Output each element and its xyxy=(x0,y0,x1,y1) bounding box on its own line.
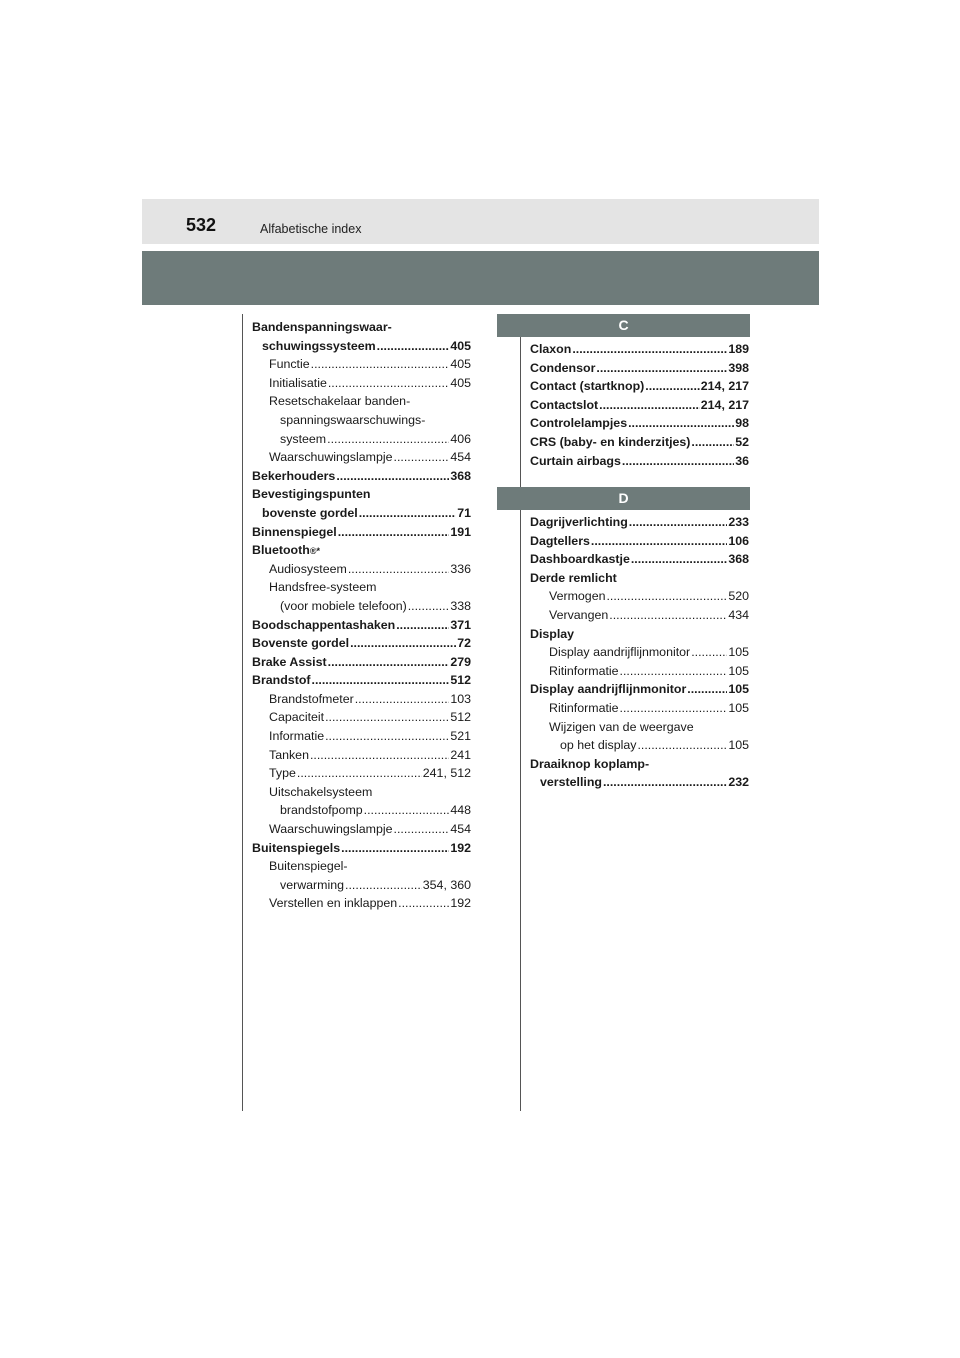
index-entry xyxy=(252,560,471,579)
index-entry xyxy=(530,699,749,718)
index-term: Audiosysteem xyxy=(269,561,347,576)
dot-leader xyxy=(341,839,449,858)
index-term: Claxon xyxy=(530,342,572,356)
page-reference: 98 xyxy=(735,416,749,431)
index-entry xyxy=(252,894,471,913)
index-entry xyxy=(530,736,749,755)
letter-header-d: D xyxy=(497,487,750,510)
index-term: Capaciteit xyxy=(269,710,325,725)
index-term: Controlelampjes xyxy=(530,416,628,431)
index-section-d xyxy=(530,513,749,792)
index-term: brandstofpomp xyxy=(280,803,363,818)
index-term: Waarschuwingslampje xyxy=(269,822,393,837)
index-entry xyxy=(252,485,471,504)
index-entry xyxy=(252,764,471,783)
header-band xyxy=(142,251,819,305)
dot-leader xyxy=(620,699,728,718)
page-reference: 368 xyxy=(450,468,471,483)
index-term: Tanken xyxy=(269,747,309,762)
page-reference: 103 xyxy=(450,691,471,706)
index-term: Bluetooth xyxy=(252,543,310,558)
index-term: Bevestigingspunten xyxy=(252,487,371,502)
index-entry xyxy=(530,643,749,662)
index-term: Ritinformatie xyxy=(549,700,619,715)
page-reference: 371 xyxy=(450,617,471,632)
dot-leader xyxy=(691,643,727,662)
index-entry xyxy=(252,504,471,523)
dot-leader xyxy=(359,504,457,523)
index-entry xyxy=(530,414,749,433)
page-reference: 189 xyxy=(728,342,749,356)
index-entry xyxy=(530,359,749,378)
letter-header-c: C xyxy=(497,314,750,337)
index-entry xyxy=(252,318,471,337)
index-entry xyxy=(252,671,471,690)
dot-leader xyxy=(327,430,449,449)
index-term: op het display xyxy=(560,738,637,753)
dot-leader xyxy=(345,876,422,895)
index-entry: Bluetooth ®* xyxy=(252,541,471,560)
dot-leader xyxy=(336,467,449,486)
index-term: Uitschakelsysteem xyxy=(269,784,373,799)
index-entry xyxy=(530,513,749,532)
index-entry xyxy=(530,625,749,644)
page-reference: 72 xyxy=(457,636,471,651)
dot-leader xyxy=(355,690,450,709)
page-reference: 454 xyxy=(450,450,471,465)
index-term: Binnenspiegel xyxy=(252,524,337,539)
page-number: 532 xyxy=(186,215,217,235)
index-term: Buitenspiegel- xyxy=(269,859,348,874)
index-term: Informatie xyxy=(269,729,325,744)
index-entry xyxy=(252,876,471,895)
index-entry xyxy=(530,662,749,681)
dot-leader xyxy=(394,448,450,467)
index-entry xyxy=(252,411,471,430)
page-reference: 232 xyxy=(728,775,749,790)
index-term: Display aandrijflijnmonitor xyxy=(530,682,687,697)
page-reference: 52 xyxy=(735,434,749,449)
index-term: Condensor xyxy=(530,360,596,375)
index-entry xyxy=(530,340,749,359)
dot-leader xyxy=(350,634,456,653)
dot-leader xyxy=(325,727,449,746)
index-entry xyxy=(252,337,471,356)
index-term: verwarming xyxy=(280,877,345,892)
index-term: Verstellen en inklappen xyxy=(269,896,398,911)
index-term: Functie xyxy=(269,357,310,372)
dot-leader xyxy=(398,894,449,913)
index-term: Ritinformatie xyxy=(549,663,619,678)
index-term: Contactslot xyxy=(530,397,599,412)
index-entry xyxy=(252,578,471,597)
page-reference: 214, 217 xyxy=(700,397,749,412)
index-entry xyxy=(252,392,471,411)
index-term: verstelling xyxy=(540,775,602,790)
index-term: Resetschakelaar banden- xyxy=(269,394,411,409)
dot-leader xyxy=(348,560,449,579)
index-entry xyxy=(252,801,471,820)
index-entry xyxy=(252,727,471,746)
dot-leader xyxy=(637,736,727,755)
dot-leader xyxy=(628,414,734,433)
index-term: Display xyxy=(530,626,575,641)
dot-leader xyxy=(394,820,450,839)
dot-leader xyxy=(328,653,450,672)
index-term: Bovenste gordel xyxy=(252,636,350,651)
dot-leader xyxy=(408,597,450,616)
page-reference: 336 xyxy=(450,561,471,576)
index-entry xyxy=(530,755,749,774)
page-reference: 521 xyxy=(450,729,471,744)
page-reference: 105 xyxy=(728,645,749,660)
index-term: schuwingssysteem xyxy=(262,338,376,353)
index-term: Buitenspiegels xyxy=(252,840,341,855)
dot-leader xyxy=(620,662,728,681)
index-term: (voor mobiele telefoon) xyxy=(280,598,407,613)
page-reference: 192 xyxy=(450,896,471,911)
index-entry xyxy=(530,433,749,452)
page-reference: 71 xyxy=(457,505,471,520)
index-entry xyxy=(530,587,749,606)
index-entry xyxy=(252,839,471,858)
index-entry xyxy=(530,680,749,699)
index-term: systeem xyxy=(280,431,327,446)
dot-leader xyxy=(311,355,450,374)
index-term: Contact (startknop) xyxy=(530,379,645,394)
index-entry xyxy=(530,550,749,569)
dot-leader xyxy=(572,340,727,359)
column-divider-middle xyxy=(520,314,521,1111)
index-term: Derde remlicht xyxy=(530,570,617,585)
index-term: Brandstofmeter xyxy=(269,691,354,706)
dot-leader xyxy=(631,550,727,569)
index-entry xyxy=(252,708,471,727)
index-entry xyxy=(252,523,471,542)
index-entry xyxy=(252,783,471,802)
index-term: Brake Assist xyxy=(252,654,327,669)
index-term: bovenste gordel xyxy=(262,505,358,520)
page-reference: 406 xyxy=(450,431,471,446)
page-header-bar xyxy=(142,199,819,244)
section-title: Alfabetische index xyxy=(260,222,362,236)
index-entry xyxy=(252,746,471,765)
index-entry xyxy=(530,377,749,396)
dot-leader xyxy=(325,708,449,727)
index-section-c xyxy=(530,340,749,470)
index-term: Type xyxy=(269,766,296,781)
page-reference: 241, 512 xyxy=(422,766,471,781)
page-reference: 36 xyxy=(735,453,749,468)
index-entry xyxy=(252,597,471,616)
index-term: Boodschappentashaken xyxy=(252,617,396,632)
page-reference: 279 xyxy=(450,654,471,669)
dot-leader xyxy=(312,671,450,690)
page-reference: 106 xyxy=(728,533,749,548)
page-reference: 241 xyxy=(450,747,471,762)
dot-leader xyxy=(377,337,450,356)
page-reference: 405 xyxy=(450,338,471,353)
index-term: Dagtellers xyxy=(530,533,590,548)
index-entry xyxy=(252,634,471,653)
index-entry xyxy=(252,857,471,876)
dot-leader xyxy=(603,773,727,792)
dot-leader xyxy=(645,377,699,396)
page-reference: 368 xyxy=(728,552,749,567)
page-reference: 405 xyxy=(450,357,471,372)
index-term: CRS (baby- en kinderzitjes) xyxy=(530,434,691,449)
dot-leader xyxy=(687,680,727,699)
index-entry xyxy=(530,452,749,471)
index-term: spanningswaarschuwings- xyxy=(280,412,426,427)
page-reference: 233 xyxy=(728,515,749,529)
page-reference: 454 xyxy=(450,822,471,837)
dot-leader xyxy=(629,513,728,532)
page-reference: 398 xyxy=(728,360,749,375)
dot-leader xyxy=(396,616,449,635)
page-reference: 512 xyxy=(450,710,471,725)
page-reference: 448 xyxy=(450,803,471,818)
index-term: Dashboardkastje xyxy=(530,552,630,567)
index-entry xyxy=(252,355,471,374)
index-term: Initialisatie xyxy=(269,375,327,390)
index-entry xyxy=(530,606,749,625)
page-reference: 520 xyxy=(728,589,749,604)
dot-leader xyxy=(691,433,734,452)
page-reference: 338 xyxy=(450,598,471,613)
index-term: Vermogen xyxy=(549,589,606,604)
dot-leader xyxy=(338,523,450,542)
index-entry xyxy=(252,448,471,467)
index-entry xyxy=(530,569,749,588)
index-term: Bandenspanningswaar- xyxy=(252,320,392,334)
index-entry xyxy=(530,532,749,551)
index-entry xyxy=(252,467,471,486)
page-reference: 191 xyxy=(450,524,471,539)
dot-leader xyxy=(606,587,727,606)
index-term: Handsfree-systeem xyxy=(269,580,377,595)
page-reference: 192 xyxy=(450,840,471,855)
dot-leader xyxy=(364,801,450,820)
page-reference: 512 xyxy=(450,673,471,688)
index-entry xyxy=(530,718,749,737)
index-entry xyxy=(252,690,471,709)
index-entry xyxy=(252,374,471,393)
index-entry xyxy=(530,773,749,792)
column-divider-left xyxy=(242,314,243,1111)
index-entry xyxy=(252,653,471,672)
dot-leader xyxy=(591,532,727,551)
page-reference: 405 xyxy=(450,375,471,390)
page-reference: 105 xyxy=(728,682,749,697)
index-term: Wijzigen van de weergave xyxy=(549,719,694,734)
page-reference: 105 xyxy=(728,700,749,715)
index-column-left xyxy=(252,318,471,913)
index-term: Waarschuwingslampje xyxy=(269,450,393,465)
index-term: Vervangen xyxy=(549,607,609,622)
dot-leader xyxy=(609,606,727,625)
dot-leader xyxy=(297,764,422,783)
index-term: Draaiknop koplamp- xyxy=(530,756,650,771)
page-reference: 105 xyxy=(728,738,749,753)
page-reference: 214, 217 xyxy=(700,379,749,394)
index-term: Display aandrijflijnmonitor xyxy=(549,645,691,660)
dot-leader xyxy=(596,359,727,378)
index-entry xyxy=(252,616,471,635)
dot-leader xyxy=(310,746,449,765)
index-term: Brandstof xyxy=(252,673,311,688)
dot-leader xyxy=(328,374,449,393)
index-entry xyxy=(252,820,471,839)
page-reference: 434 xyxy=(728,607,749,622)
index-entry xyxy=(530,396,749,415)
dot-leader xyxy=(599,396,700,415)
index-term: Dagrijverlichting xyxy=(530,515,628,529)
page-reference: 105 xyxy=(728,663,749,678)
index-entry xyxy=(252,430,471,449)
dot-leader xyxy=(622,452,734,471)
index-term: Bekerhouders xyxy=(252,468,336,483)
page-reference: 354, 360 xyxy=(422,877,471,892)
index-term: Curtain airbags xyxy=(530,453,621,468)
